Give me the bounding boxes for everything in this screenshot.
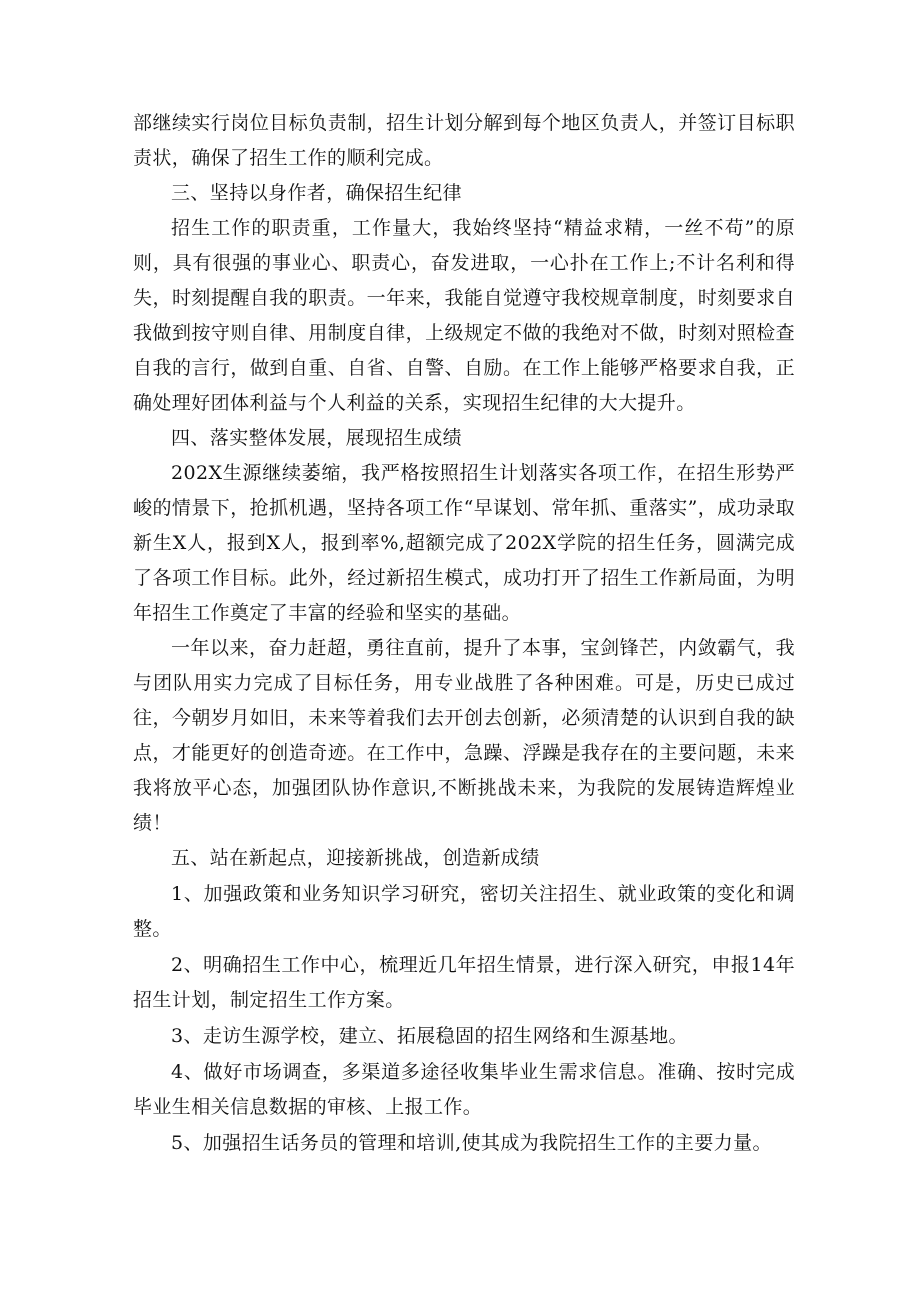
- list-item-1: 1、加强政策和业务知识学习研究，密切关注招生、就业政策的变化和调整。: [133, 883, 795, 940]
- list-item-5: 5、加强招生话务员的管理和培训,使其成为我院招生工作的主要力量。: [171, 1132, 772, 1154]
- section-heading-4: 四、落实整体发展，展现招生成绩: [171, 427, 463, 449]
- paragraph-continuation: 部继续实行岗位目标负责制，招生计划分解到每个地区负责人，并签订目标职责状，确保了招生工作的顺利完成。: [133, 112, 795, 169]
- paragraph-discipline: 招生工作的职责重，工作量大，我始终坚持“精益求精，一丝不苟”的原则，具有很强的事业心、职责心，奋发进取，一心扑在工作上;不计名利和得失，时刻提醒自我的职责。一年来，我能自觉遵守我校规章制度，时刻要求自我做到按守则自律、用制度自律，上级规定不做的我绝对不做，时刻对照检查自我的言行，做到自重、自省、自警、自励。在工作上能够严格要求自我，正确处理好团体利益与个人利益的关系，实现招生纪律的大大提升。: [133, 217, 795, 414]
- section-heading-5: 五、站在新起点，迎接新挑战，创造新成绩: [171, 847, 540, 869]
- list-item-2: 2、明确招生工作中心，梳理近几年招生情景，进行深入研究，申报14年招生计划，制定招生工作方案。: [133, 954, 795, 1011]
- paragraph-summary: 一年以来，奋力赶超，勇往直前，提升了本事，宝剑锋芒，内敛霸气，我与团队用实力完成了目标任务，用专业战胜了各种困难。可是，历史已成过往，今朝岁月如旧，未来等着我们去开创去创新，必须清楚的认识到自我的缺点，才能更好的创造奇迹。在工作中，急躁、浮躁是我存在的主要问题，未来我将放平心态，加强团队协作意识,不断挑战未来，为我院的发展铸造辉煌业绩！: [133, 637, 795, 834]
- list-item-3: 3、走访生源学校，建立、拓展稳固的招生网络和生源基地。: [171, 1025, 688, 1047]
- list-item-4: 4、做好市场调查，多渠道多途径收集毕业生需求信息。准确、按时完成毕业生相关信息数据的审核、上报工作。: [133, 1061, 795, 1118]
- section-heading-3: 三、坚持以身作者，确保招生纪律: [171, 182, 463, 204]
- paragraph-results: 202X生源继续萎缩，我严格按照招生计划落实各项工作，在招生形势严峻的情景下，抢抓机遇，坚持各项工作“早谋划、常年抓、重落实”，成功录取新生X人，报到X人，报到率%,超额完成了202X学院的招生任务，圆满完成了各项工作目标。此外，经过新招生模式，成功打开了招生工作新局面，为明年招生工作奠定了丰富的经验和坚实的基础。: [133, 462, 795, 624]
- document-body: [133, 106, 795, 1161]
